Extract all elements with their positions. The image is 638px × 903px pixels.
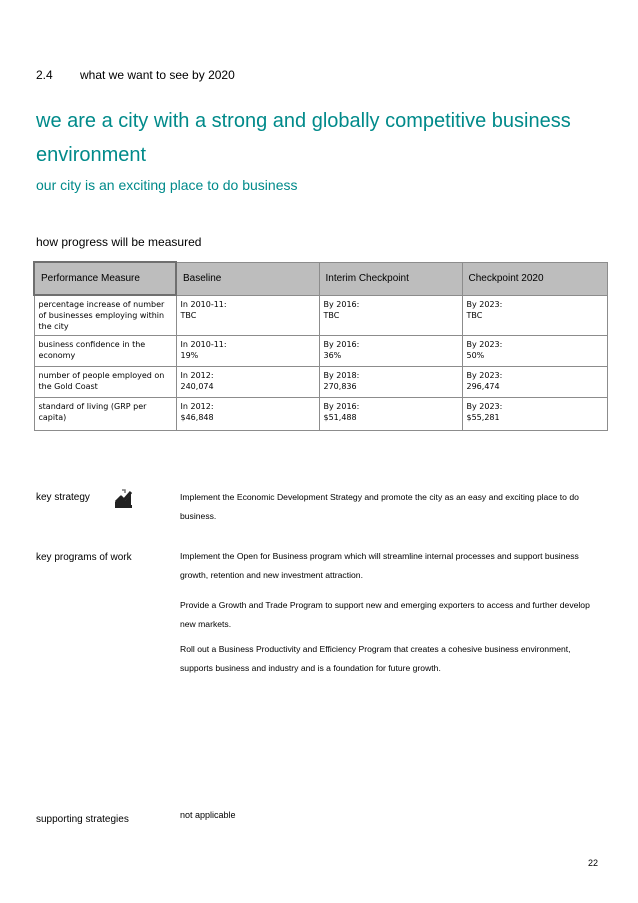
cell-value: 296,474 [466,382,500,391]
baseline-cell [176,336,319,367]
table-row [34,398,607,431]
baseline-cell [176,367,319,398]
cell-value: $51,488 [323,413,357,422]
cell-label: By 2023: [466,299,503,309]
section-number: 2.4 [36,68,53,82]
cell-label: By 2023: [466,402,503,411]
program-item: Implement the Open for Business program which will streamline internal processes and support business growth, retention and new investment attraction. [180,551,579,580]
measure-cell: standard of living (GRP per capita) [34,398,176,431]
cell-value: 240,074 [180,382,214,391]
interim-cell [319,336,462,367]
cell-value: TBC [466,310,483,320]
checkpoint-cell [462,295,607,336]
cell-value: $46,848 [180,413,214,422]
cell-value: 50% [466,351,485,360]
measure-cell: number of people employed on the Gold Coast [34,367,176,398]
cell-value: TBC [323,310,340,320]
cell-label: By 2016: [323,340,360,349]
page-number: 22 [588,858,599,868]
cell-label: By 2023: [466,340,503,349]
table-row [34,295,607,336]
table-header-row [34,262,607,295]
baseline-cell [176,398,319,431]
cell-label: By 2016: [323,402,360,411]
checkpoint-cell [462,398,607,431]
header-performance-measure: Performance Measure [34,262,176,295]
cell-label: By 2023: [466,371,503,380]
measure-cell: business confidence in the economy [34,336,176,367]
cell-value: 36% [323,351,342,360]
cell-label: In 2012: [180,402,214,411]
interim-cell [319,295,462,336]
header-baseline: Baseline [176,262,319,295]
cell-label: In 2012: [180,371,214,380]
supporting-strategies-label: supporting strategies [36,814,129,825]
cell-label: By 2018: [323,371,360,380]
cell-label: In 2010-11: [180,340,227,349]
checkpoint-cell [462,367,607,398]
page-heading: we are a city with a strong and globally competitive business environment [36,110,571,166]
baseline-cell [176,295,319,336]
cell-label: By 2016: [323,299,360,309]
cell-value: $55,281 [466,413,500,422]
section-title: what we want to see by 2020 [80,68,235,82]
measured-label: how progress will be measured [36,235,202,249]
measure-cell: percentage increase of number of businesses employing within the city [34,295,176,336]
key-strategy-text: Implement the Economic Development Strategy and promote the city as an easy and exciting place to do business. [180,492,579,521]
program-item: Roll out a Business Productivity and Efficiency Program that creates a cohesive business environment, supports business and industry and is a foundation for future growth. [180,644,571,673]
cell-value: TBC [180,310,197,320]
supporting-strategies-text: not applicable [180,810,236,820]
table-row [34,367,607,398]
header-interim-checkpoint: Interim Checkpoint [319,262,462,295]
cell-value: 19% [180,351,199,360]
performance-table [33,261,608,431]
interim-cell [319,367,462,398]
cell-label: In 2010-11: [180,299,227,309]
checkpoint-cell [462,336,607,367]
page-subheading: our city is an exciting place to do business [36,177,298,193]
header-checkpoint-2020: Checkpoint 2020 [462,262,607,295]
interim-cell [319,398,462,431]
table-row [34,336,607,367]
key-programs-label: key programs of work [36,552,132,563]
program-item: Provide a Growth and Trade Program to support new and emerging exporters to access and further develop new markets. [180,600,590,629]
cell-value: 270,836 [323,382,357,391]
chart-check-icon [112,488,134,510]
key-strategy-label: key strategy [36,492,90,503]
